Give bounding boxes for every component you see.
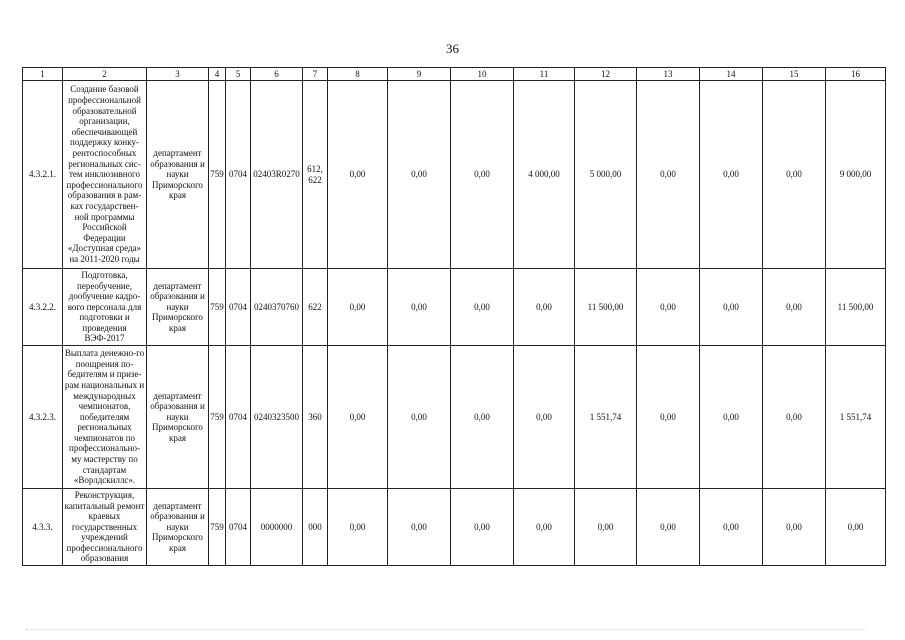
- header-cell: 1: [23, 68, 63, 81]
- amount-cell: 0,00: [700, 81, 763, 269]
- row-number: 4.3.2.3.: [23, 346, 63, 489]
- code-grbs: 759: [209, 81, 226, 269]
- amount-cell: 11 500,00: [575, 269, 637, 346]
- row-number: 4.3.2.2.: [23, 269, 63, 346]
- code-target: 02403R0270: [251, 81, 303, 269]
- executor: департамент образования и науки Приморского края: [147, 346, 209, 489]
- total-cell: 1 551,74: [826, 346, 886, 489]
- code-section: 0704: [226, 81, 251, 269]
- amount-cell: 1 551,74: [575, 346, 637, 489]
- header-cell: 11: [514, 68, 575, 81]
- code-grbs: 759: [209, 269, 226, 346]
- executor: департамент образования и науки Приморского края: [147, 489, 209, 566]
- amount-cell: 0,00: [637, 81, 700, 269]
- code-expense-type: 000: [303, 489, 328, 566]
- table-row: [23, 81, 886, 269]
- header-cell: 7: [303, 68, 328, 81]
- code-section: 0704: [226, 346, 251, 489]
- table-row: [23, 489, 886, 566]
- row-number: 4.3.3.: [23, 489, 63, 566]
- amount-cell: 0,00: [514, 346, 575, 489]
- amount-cell: 0,00: [451, 489, 514, 566]
- amount-cell: 0,00: [451, 346, 514, 489]
- table-row: [23, 346, 886, 489]
- code-target: 0240323500: [251, 346, 303, 489]
- header-cell: 12: [575, 68, 637, 81]
- amount-cell: 0,00: [700, 346, 763, 489]
- measure-name: Создание базовой профессиональной образовательной организации, обеспечивающей поддержку конку-рентоспособных региональных сис-тем инклюзивного профессионального образования в рам-ках государствен-ной программы Российской Федерации «Доступная среда» на 2011-2020 годы: [63, 81, 147, 269]
- measure-name: Реконструкция, капитальный ремонт краевых государственных учреждений профессионального образования: [63, 489, 147, 566]
- executor: департамент образования и науки Приморского края: [147, 81, 209, 269]
- amount-cell: 0,00: [328, 81, 388, 269]
- amount-cell: 0,00: [700, 269, 763, 346]
- code-expense-type: 360: [303, 346, 328, 489]
- code-expense-type: 612, 622: [303, 81, 328, 269]
- header-cell: 5: [226, 68, 251, 81]
- code-section: 0704: [226, 489, 251, 566]
- total-cell: 9 000,00: [826, 81, 886, 269]
- amount-cell: 0,00: [763, 81, 826, 269]
- code-target: 0240370760: [251, 269, 303, 346]
- amount-cell: 0,00: [514, 269, 575, 346]
- header-cell: 4: [209, 68, 226, 81]
- amount-cell: 0,00: [451, 81, 514, 269]
- amount-cell: 0,00: [388, 81, 451, 269]
- executor: департамент образования и науки Приморского края: [147, 269, 209, 346]
- header-cell: 14: [700, 68, 763, 81]
- code-section: 0704: [226, 269, 251, 346]
- header-cell: 15: [763, 68, 826, 81]
- header-cell: 16: [826, 68, 886, 81]
- amount-cell: 0,00: [763, 489, 826, 566]
- amount-cell: 0,00: [514, 489, 575, 566]
- amount-cell: 0,00: [328, 269, 388, 346]
- header-cell: 9: [388, 68, 451, 81]
- amount-cell: 0,00: [637, 489, 700, 566]
- amount-cell: 0,00: [763, 269, 826, 346]
- amount-cell: 0,00: [700, 489, 763, 566]
- table-header-row: [23, 68, 886, 81]
- table-row: [23, 269, 886, 346]
- code-expense-type: 622: [303, 269, 328, 346]
- page-number: 36: [446, 41, 459, 56]
- amount-cell: 0,00: [328, 489, 388, 566]
- code-grbs: 759: [209, 489, 226, 566]
- amount-cell: 0,00: [388, 489, 451, 566]
- amount-cell: 0,00: [328, 346, 388, 489]
- header-cell: 6: [251, 68, 303, 81]
- header-cell: 8: [328, 68, 388, 81]
- header-cell: 10: [451, 68, 514, 81]
- code-grbs: 759: [209, 346, 226, 489]
- total-cell: 0,00: [826, 489, 886, 566]
- code-target: 0000000: [251, 489, 303, 566]
- amount-cell: 0,00: [575, 489, 637, 566]
- header-cell: 2: [63, 68, 147, 81]
- amount-cell: 4 000,00: [514, 81, 575, 269]
- amount-cell: 0,00: [637, 346, 700, 489]
- row-number: 4.3.2.1.: [23, 81, 63, 269]
- amount-cell: 0,00: [388, 346, 451, 489]
- budget-table: [22, 67, 886, 566]
- amount-cell: 5 000,00: [575, 81, 637, 269]
- scan-artifact-line: [26, 629, 866, 634]
- measure-name: Подготовка, переобучение, дообучение кадро-вого персонала для подготовки и проведения ВЭФ-2017: [63, 269, 147, 346]
- measure-name: Выплата денежно-го поощрения по-бедителям и призе-рам национальных и международных чемпионатов, победителям региональных чемпионатов по профессионально-му мастерству по стандартам «Ворлдскиллс».: [63, 346, 147, 489]
- amount-cell: 0,00: [637, 269, 700, 346]
- amount-cell: 0,00: [388, 269, 451, 346]
- header-cell: 3: [147, 68, 209, 81]
- amount-cell: 0,00: [763, 346, 826, 489]
- amount-cell: 0,00: [451, 269, 514, 346]
- header-cell: 13: [637, 68, 700, 81]
- total-cell: 11 500,00: [826, 269, 886, 346]
